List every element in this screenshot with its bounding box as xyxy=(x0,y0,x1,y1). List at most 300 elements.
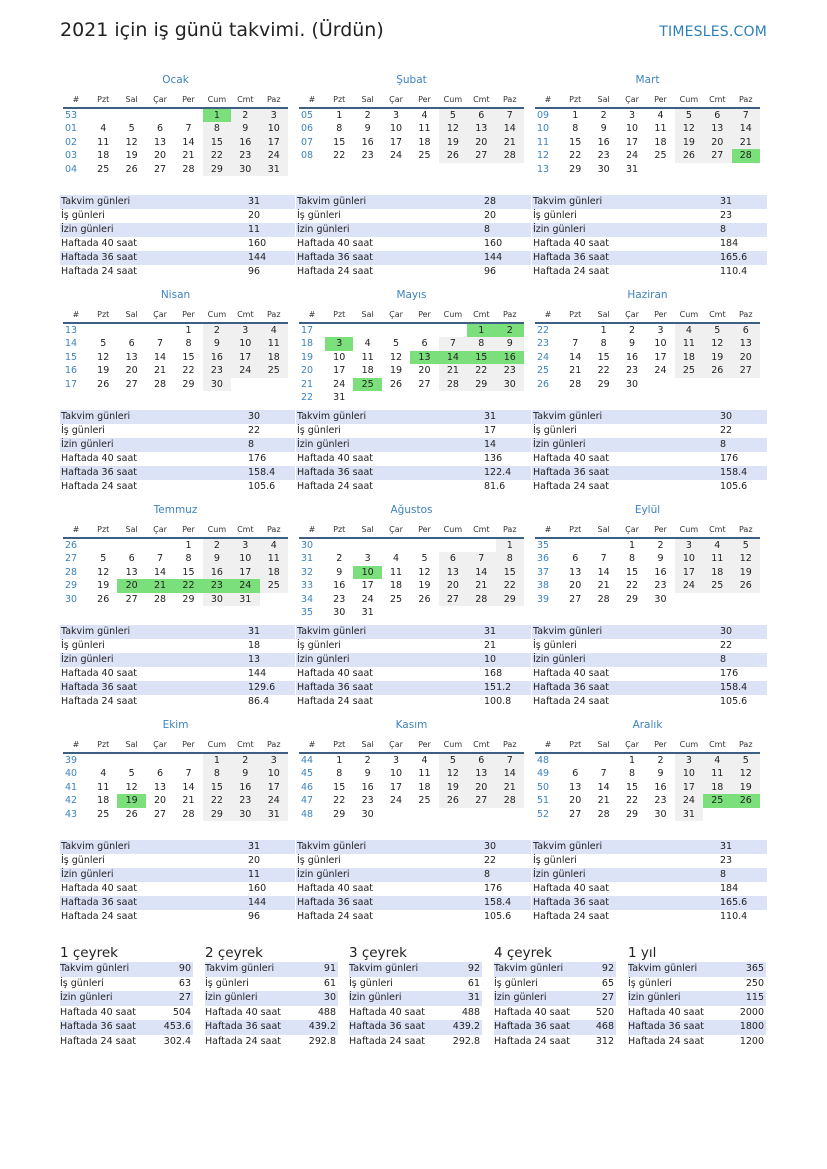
day-cell: 27 xyxy=(154,808,167,820)
day-cell: 14 xyxy=(182,136,195,148)
weekday-header: # xyxy=(63,92,89,108)
day-cell: 16 xyxy=(626,351,639,363)
stat-label: İş günleri xyxy=(297,640,341,651)
day-cell: 25 xyxy=(418,150,431,162)
month-stats xyxy=(296,840,531,924)
weekday-header: Cum xyxy=(203,307,231,323)
day-cell: 2 xyxy=(657,540,664,551)
stat-label: Takvim günleri xyxy=(533,411,603,422)
day-cell: 16 xyxy=(654,566,667,578)
week-row xyxy=(299,552,524,565)
weekday-header: Per xyxy=(174,737,202,753)
stat-value: 136 xyxy=(484,453,503,464)
stat-row xyxy=(296,868,531,882)
stat-value: 14 xyxy=(484,439,497,450)
week-row xyxy=(535,808,760,821)
week-number: 10 xyxy=(537,123,550,135)
stat-value: 96 xyxy=(248,266,261,277)
period-value: 27 xyxy=(178,992,191,1003)
stat-row xyxy=(60,625,295,639)
day-cell: 19 xyxy=(390,365,403,377)
day-cell: 9 xyxy=(203,337,231,350)
weekday-header: Paz xyxy=(260,307,288,323)
day-cell: 21 xyxy=(154,365,167,377)
day-cell xyxy=(732,593,760,606)
day-cell: 19 xyxy=(732,781,760,794)
stat-label: Haftada 24 saat xyxy=(61,266,137,277)
day-cell: 14 xyxy=(496,122,524,135)
day-cell: 1 xyxy=(467,323,495,337)
day-cell: 5 xyxy=(703,323,731,337)
day-cell: 30 xyxy=(496,378,524,391)
day-cell: 4 xyxy=(393,553,400,565)
period-value: 468 xyxy=(595,1021,614,1032)
month-name: Mart xyxy=(635,74,660,86)
day-cell: 30 xyxy=(626,378,639,390)
week-number: 20 xyxy=(301,365,314,377)
day-cell: 29 xyxy=(569,163,582,175)
month-name: Ağustos xyxy=(390,504,433,516)
period-label: Haftada 36 saat xyxy=(349,1021,425,1032)
stat-label: Haftada 24 saat xyxy=(61,911,137,922)
day-cell: 15 xyxy=(597,351,610,363)
stat-label: Takvim günleri xyxy=(61,626,131,637)
day-cell: 9 xyxy=(364,768,371,780)
stat-row xyxy=(296,653,531,667)
day-cell: 1 xyxy=(185,540,192,551)
stat-label: İzin günleri xyxy=(61,224,114,235)
week-number: 49 xyxy=(537,768,550,780)
day-cell: 30 xyxy=(203,378,231,391)
day-cell: 3 xyxy=(657,325,664,336)
week-row xyxy=(63,808,288,821)
day-cell: 4 xyxy=(421,110,428,121)
weekday-header: Per xyxy=(174,522,202,538)
week-row xyxy=(535,163,760,176)
month-table xyxy=(299,92,524,163)
period-row xyxy=(494,1035,616,1050)
stat-value: 31 xyxy=(484,411,497,422)
period-title: 2 çeyrek xyxy=(205,945,263,961)
week-row xyxy=(535,767,760,780)
day-cell: 11 xyxy=(703,767,731,780)
stat-value: 158.4 xyxy=(484,897,512,908)
week-number: 16 xyxy=(65,365,78,377)
day-cell: 21 xyxy=(496,136,524,149)
stat-label: İzin günleri xyxy=(533,439,586,450)
day-cell: 12 xyxy=(125,136,138,148)
week-row xyxy=(63,351,288,364)
weekday-header: # xyxy=(535,522,561,538)
stat-row xyxy=(296,882,531,896)
stat-value: 168 xyxy=(484,668,503,679)
weekday-header: Çar xyxy=(382,737,410,753)
stat-label: Haftada 36 saat xyxy=(533,682,609,693)
weekday-header: Pzt xyxy=(89,307,117,323)
period-row xyxy=(349,1006,482,1021)
day-cell: 6 xyxy=(572,553,579,565)
week-number: 35 xyxy=(301,607,314,619)
day-cell: 10 xyxy=(333,351,346,363)
day-cell: 29 xyxy=(182,378,195,390)
period-label: Haftada 40 saat xyxy=(494,1006,570,1018)
stat-value: 184 xyxy=(720,238,739,249)
day-cell: 7 xyxy=(496,108,524,122)
day-cell: 27 xyxy=(703,149,731,162)
day-cell xyxy=(117,323,145,337)
day-cell: 19 xyxy=(125,150,138,162)
stat-label: Takvim günleri xyxy=(297,841,367,852)
day-cell: 21 xyxy=(496,781,524,794)
day-cell: 25 xyxy=(703,579,731,592)
period-value: 439.2 xyxy=(452,1021,480,1032)
day-cell: 11 xyxy=(675,337,703,350)
period-label: Haftada 40 saat xyxy=(349,1006,425,1018)
day-cell: 18 xyxy=(260,566,288,579)
day-cell: 23 xyxy=(361,150,374,162)
day-cell: 24 xyxy=(654,365,667,377)
day-cell: 22 xyxy=(333,150,346,162)
day-cell: 31 xyxy=(260,163,288,176)
week-row xyxy=(63,364,288,377)
stat-value: 96 xyxy=(248,911,261,922)
day-cell: 10 xyxy=(626,123,639,135)
week-row xyxy=(63,566,288,579)
week-row xyxy=(299,753,524,767)
stat-value: 30 xyxy=(720,411,733,422)
period-title: 4 çeyrek xyxy=(494,945,552,961)
period-summary xyxy=(494,945,616,1049)
day-cell: 23 xyxy=(496,364,524,377)
week-row xyxy=(535,351,760,364)
month-table xyxy=(63,307,288,391)
stat-row xyxy=(60,452,295,466)
day-cell: 31 xyxy=(260,808,288,821)
day-cell xyxy=(117,538,145,552)
day-cell: 19 xyxy=(439,781,467,794)
week-row xyxy=(63,378,288,391)
stat-value: 176 xyxy=(720,453,739,464)
period-row xyxy=(628,962,766,977)
period-row xyxy=(205,1020,338,1035)
period-row xyxy=(494,962,616,977)
day-cell: 25 xyxy=(260,579,288,592)
stat-value: 22 xyxy=(720,425,733,436)
stat-label: İzin günleri xyxy=(533,654,586,665)
stat-value: 20 xyxy=(484,210,497,221)
stat-row xyxy=(296,480,531,494)
period-row xyxy=(349,962,482,977)
day-cell: 9 xyxy=(657,768,664,780)
week-row xyxy=(299,767,524,780)
week-row xyxy=(535,337,760,350)
day-cell: 18 xyxy=(418,136,431,148)
day-cell: 5 xyxy=(421,553,428,565)
day-cell: 29 xyxy=(467,378,495,391)
day-cell xyxy=(174,108,202,122)
stat-value: 144 xyxy=(248,668,267,679)
day-cell: 1 xyxy=(336,110,343,121)
day-cell: 11 xyxy=(390,566,403,578)
weekday-header: Cum xyxy=(675,737,703,753)
day-cell: 5 xyxy=(439,753,467,767)
day-cell: 18 xyxy=(654,136,667,148)
weekday-header: Sal xyxy=(117,307,145,323)
day-cell: 22 xyxy=(174,579,202,592)
day-cell xyxy=(231,378,259,391)
day-cell xyxy=(89,108,117,122)
day-cell: 12 xyxy=(732,552,760,565)
day-cell: 17 xyxy=(390,781,403,793)
stat-value: 20 xyxy=(248,855,261,866)
month-calendar xyxy=(63,73,288,176)
brand-link[interactable]: TIMESLES.COM xyxy=(659,24,767,40)
period-label: İş günleri xyxy=(628,977,672,989)
stat-label: Haftada 24 saat xyxy=(533,911,609,922)
day-cell: 22 xyxy=(467,364,495,377)
weekday-header: # xyxy=(535,92,561,108)
weekday-header: Pzt xyxy=(561,737,589,753)
day-cell xyxy=(646,163,674,176)
day-cell: 23 xyxy=(361,795,374,807)
weekday-header: Sal xyxy=(589,737,617,753)
stat-label: İş günleri xyxy=(61,210,105,221)
day-cell: 17 xyxy=(675,566,703,579)
day-cell: 15 xyxy=(203,781,231,794)
stat-value: 165.6 xyxy=(720,252,748,263)
day-cell: 30 xyxy=(231,808,259,821)
period-label: İzin günleri xyxy=(349,992,402,1003)
day-cell: 15 xyxy=(333,136,346,148)
day-cell xyxy=(496,606,524,619)
day-cell xyxy=(496,808,524,821)
stat-value: 23 xyxy=(720,855,733,866)
stat-row xyxy=(60,667,295,681)
day-cell xyxy=(703,378,731,391)
weekday-header: Sal xyxy=(353,307,381,323)
week-row xyxy=(535,579,760,592)
period-value: 115 xyxy=(745,992,764,1003)
week-number: 42 xyxy=(65,795,78,807)
weekday-header: Per xyxy=(646,522,674,538)
day-cell: 12 xyxy=(418,566,431,578)
day-cell: 24 xyxy=(260,149,288,162)
stat-row xyxy=(296,452,531,466)
day-cell: 21 xyxy=(732,136,760,149)
stat-value: 158.4 xyxy=(720,467,748,478)
week-number: 39 xyxy=(537,593,550,605)
day-cell: 12 xyxy=(703,337,731,350)
day-cell: 22 xyxy=(597,365,610,377)
day-cell: 14 xyxy=(182,781,195,793)
week-row xyxy=(63,136,288,149)
day-cell: 20 xyxy=(418,365,431,377)
day-cell xyxy=(439,538,467,552)
period-summary xyxy=(205,945,338,1049)
day-cell: 14 xyxy=(732,122,760,135)
day-cell: 22 xyxy=(203,794,231,807)
day-cell xyxy=(561,753,589,767)
weekday-header: # xyxy=(535,737,561,753)
day-cell: 19 xyxy=(418,580,431,592)
stat-row xyxy=(532,223,767,237)
weekday-header: Cum xyxy=(203,737,231,753)
day-cell: 12 xyxy=(125,781,138,793)
day-cell: 28 xyxy=(569,378,582,390)
period-label: Haftada 36 saat xyxy=(60,1021,136,1032)
month-stats xyxy=(296,195,531,279)
day-cell: 13 xyxy=(439,566,467,579)
day-cell: 12 xyxy=(732,767,760,780)
week-row xyxy=(299,364,524,377)
day-cell: 25 xyxy=(654,150,667,162)
stat-value: 158.4 xyxy=(248,467,276,478)
stat-label: Haftada 36 saat xyxy=(533,897,609,908)
weekday-header: Pzt xyxy=(89,737,117,753)
day-cell xyxy=(117,753,145,767)
stat-label: Haftada 40 saat xyxy=(297,883,373,894)
stat-row xyxy=(532,625,767,639)
day-cell: 30 xyxy=(654,808,667,820)
stat-row xyxy=(532,896,767,910)
stat-row xyxy=(532,882,767,896)
stat-value: 30 xyxy=(484,841,497,852)
period-row xyxy=(494,1006,616,1021)
period-row xyxy=(60,977,193,992)
period-value: 65 xyxy=(601,977,614,989)
stat-value: 176 xyxy=(248,453,267,464)
day-cell: 26 xyxy=(418,593,431,605)
day-cell: 9 xyxy=(600,123,607,135)
day-cell: 30 xyxy=(361,808,374,820)
stat-value: 8 xyxy=(484,869,491,880)
stat-label: Takvim günleri xyxy=(61,841,131,852)
weekday-header: Cum xyxy=(439,92,467,108)
day-cell: 19 xyxy=(439,136,467,149)
stat-value: 22 xyxy=(720,640,733,651)
week-row xyxy=(535,122,760,135)
week-row xyxy=(299,122,524,135)
day-cell: 10 xyxy=(260,767,288,780)
weekday-header: Per xyxy=(646,737,674,753)
stat-value: 81.6 xyxy=(484,481,506,492)
day-cell: 15 xyxy=(467,351,495,364)
stat-row xyxy=(532,195,767,209)
stat-label: Takvim günleri xyxy=(297,626,367,637)
day-cell: 5 xyxy=(100,553,107,565)
day-cell: 24 xyxy=(333,378,346,390)
stat-label: Haftada 36 saat xyxy=(533,252,609,263)
week-number: 13 xyxy=(537,163,550,175)
day-cell: 18 xyxy=(260,351,288,364)
weekday-header: # xyxy=(535,307,561,323)
stat-row xyxy=(532,251,767,265)
period-value: 488 xyxy=(317,1006,336,1018)
day-cell: 24 xyxy=(675,794,703,807)
stat-row xyxy=(296,854,531,868)
day-cell: 8 xyxy=(336,768,343,780)
day-cell: 8 xyxy=(203,767,231,780)
stat-label: Haftada 40 saat xyxy=(61,238,137,249)
stat-row xyxy=(60,868,295,882)
period-row xyxy=(628,1035,766,1050)
stat-label: Haftada 36 saat xyxy=(61,682,137,693)
day-cell: 26 xyxy=(125,163,138,175)
day-cell: 10 xyxy=(260,122,288,135)
period-value: 31 xyxy=(467,992,480,1003)
day-cell: 31 xyxy=(675,808,703,821)
weekday-header: Cum xyxy=(439,522,467,538)
week-number: 40 xyxy=(65,768,78,780)
weekday-header: Paz xyxy=(496,92,524,108)
stat-value: 176 xyxy=(720,668,739,679)
week-number: 53 xyxy=(65,110,78,121)
day-cell: 13 xyxy=(125,351,138,363)
weekday-header: # xyxy=(63,522,89,538)
day-cell: 20 xyxy=(732,351,760,364)
weekday-header: Per xyxy=(410,92,438,108)
week-number: 31 xyxy=(301,553,314,565)
weekday-header: Cum xyxy=(675,522,703,538)
day-cell xyxy=(146,538,174,552)
period-label: Haftada 40 saat xyxy=(628,1006,704,1018)
period-value: 453.6 xyxy=(163,1021,191,1032)
month-stats xyxy=(60,410,295,494)
day-cell: 23 xyxy=(203,579,231,592)
day-cell xyxy=(410,538,438,552)
day-cell: 23 xyxy=(654,795,667,807)
period-row xyxy=(494,1020,616,1035)
stat-value: 22 xyxy=(248,425,261,436)
week-number: 18 xyxy=(301,338,314,350)
period-label: Takvim günleri xyxy=(628,963,698,974)
day-cell: 8 xyxy=(496,552,524,565)
day-cell xyxy=(410,808,438,821)
weekday-header: # xyxy=(299,307,325,323)
weekday-header: Per xyxy=(646,92,674,108)
period-label: Takvim günleri xyxy=(205,963,275,974)
stat-value: 105.6 xyxy=(248,481,276,492)
day-cell: 9 xyxy=(364,123,371,135)
day-cell: 5 xyxy=(128,768,135,780)
period-row xyxy=(628,1006,766,1021)
week-number: 09 xyxy=(537,110,550,121)
day-cell: 30 xyxy=(333,607,346,619)
day-cell: 2 xyxy=(231,108,259,122)
weekday-header: Pzt xyxy=(89,92,117,108)
day-cell: 28 xyxy=(732,149,760,162)
stat-row xyxy=(532,237,767,251)
stat-label: Haftada 36 saat xyxy=(297,682,373,693)
stat-value: 31 xyxy=(248,196,261,207)
day-cell xyxy=(732,378,760,391)
stat-value: 129.6 xyxy=(248,682,276,693)
day-cell: 19 xyxy=(675,136,703,149)
week-row xyxy=(299,108,524,122)
day-cell: 1 xyxy=(629,540,636,551)
stat-row xyxy=(532,480,767,494)
day-cell xyxy=(89,753,117,767)
period-row xyxy=(349,1020,482,1035)
day-cell: 5 xyxy=(100,338,107,350)
week-number: 17 xyxy=(65,378,78,390)
period-title: 1 çeyrek xyxy=(60,945,118,961)
weekday-header: Çar xyxy=(618,522,646,538)
period-value: 61 xyxy=(467,977,480,989)
week-number: 05 xyxy=(301,110,314,121)
day-cell: 4 xyxy=(364,338,371,350)
stat-row xyxy=(296,840,531,854)
